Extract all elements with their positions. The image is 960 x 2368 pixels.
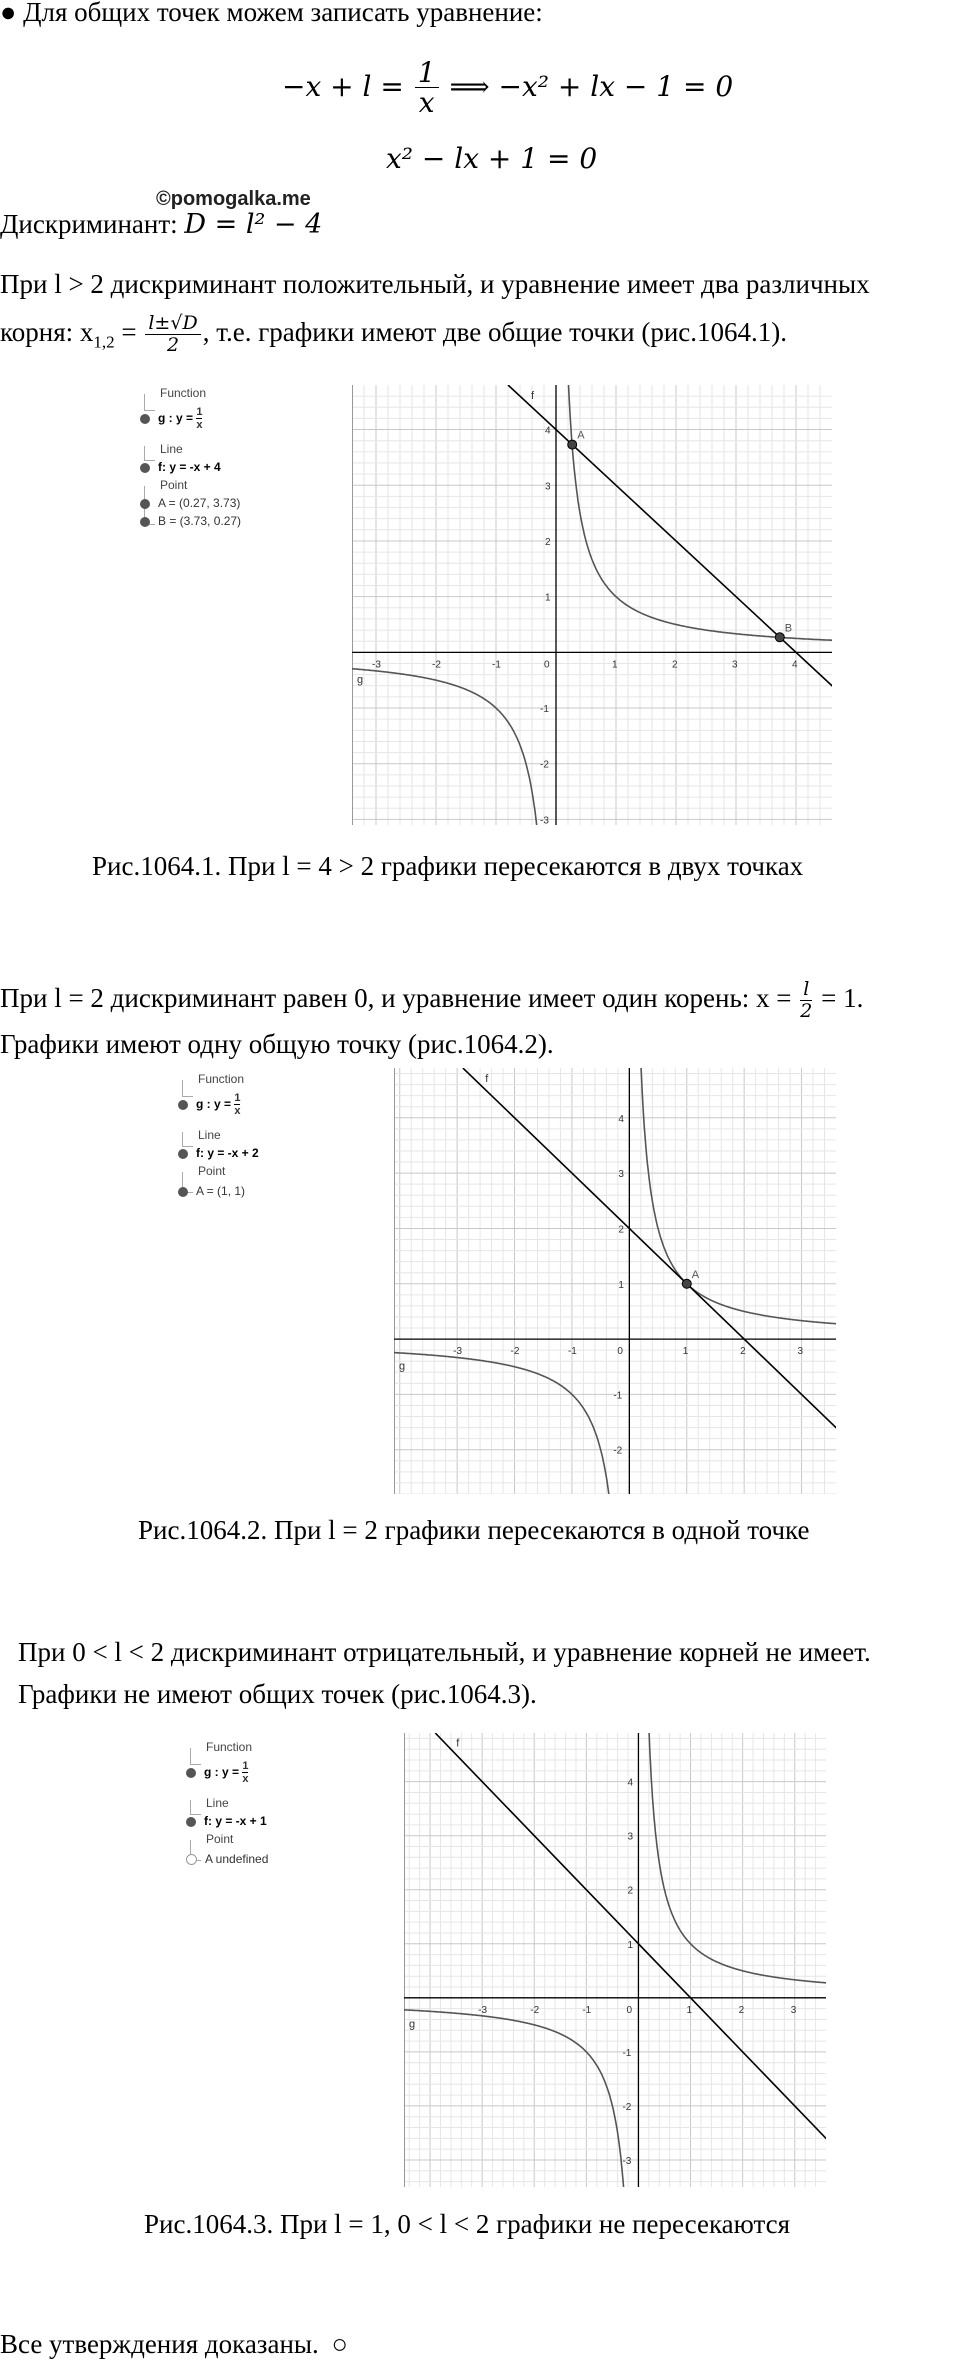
point-label-A: A bbox=[577, 429, 585, 442]
curve-label-g: g bbox=[409, 2018, 416, 2031]
line-label-f: f bbox=[485, 1072, 489, 1085]
y-tick-label: -2 bbox=[613, 1445, 623, 1457]
x-tick-label: -1 bbox=[582, 2004, 592, 2016]
y-tick-label: 2 bbox=[545, 536, 551, 548]
line-text: f: y = -x + 1 bbox=[204, 1814, 267, 1828]
equation-2: x² − lx + 1 = 0 bbox=[386, 142, 598, 175]
visibility-dot[interactable] bbox=[186, 1817, 196, 1827]
visibility-dot[interactable] bbox=[140, 463, 150, 473]
x-tick-label: 1 bbox=[682, 1346, 689, 1358]
y-tick-label: -1 bbox=[613, 1390, 623, 1402]
legend-point-a[interactable] bbox=[140, 496, 240, 510]
x-tick-label: -2 bbox=[530, 2004, 540, 2016]
point-label-B: B bbox=[784, 622, 793, 635]
discriminant-label: Дискриминант: bbox=[0, 209, 178, 239]
y-tick-label: -3 bbox=[540, 815, 549, 825]
line-f bbox=[463, 1068, 836, 1494]
line-text: f: y = -x + 2 bbox=[196, 1146, 259, 1160]
para2-line2: Графики имеют одну общую точку (рис.1064.2). bbox=[0, 1029, 554, 1059]
legend-line-item[interactable] bbox=[178, 1146, 259, 1160]
point-text: B = (3.73, 0.27) bbox=[158, 514, 242, 528]
y-tick-label: 3 bbox=[618, 1169, 624, 1181]
y-tick-label: -1 bbox=[540, 704, 549, 716]
visibility-dot[interactable] bbox=[178, 1100, 188, 1110]
y-tick-label: 4 bbox=[627, 1777, 634, 1789]
para1-line2 bbox=[0, 314, 787, 361]
legend-function-item[interactable] bbox=[186, 1760, 248, 1785]
point-text: A undefined bbox=[205, 1852, 269, 1866]
legend-fraction: $\frac{1}{x}$ bbox=[242, 1760, 249, 1786]
legend-fraction: $\frac{1}{x}$ bbox=[234, 1092, 241, 1118]
legend-point-header: Point bbox=[198, 1164, 226, 1178]
para1-root-label: корня: x bbox=[0, 317, 94, 348]
equation-1 bbox=[282, 58, 733, 119]
legend-point-header: Point bbox=[160, 478, 188, 492]
graph3-canvas[interactable] bbox=[404, 1733, 826, 2187]
point-text: A = (0.27, 3.73) bbox=[158, 496, 241, 510]
para1-eq-sign: = bbox=[114, 317, 137, 348]
conclusion-line bbox=[0, 2326, 348, 2362]
caption-1: Рис.1064.1. При l = 4 > 2 графики пересекаются в двух точках bbox=[92, 851, 804, 881]
x-tick-label: -2 bbox=[510, 1346, 520, 1358]
para3-line1: При 0 < l < 2 дискриминант отрицательный, и уравнение корней не имеет. bbox=[18, 1637, 871, 1667]
x-tick-label: -3 bbox=[478, 2004, 488, 2016]
x-tick-label: 3 bbox=[790, 2004, 797, 2016]
graph1-legend bbox=[138, 386, 348, 546]
para2-frac-den: 2 bbox=[800, 999, 813, 1022]
x-tick-label: 3 bbox=[732, 659, 738, 671]
legend-line-header: Line bbox=[198, 1128, 221, 1142]
para1-suffix: , т.е. графики имеют две общие точки (рис.1064.1). bbox=[202, 317, 787, 348]
visibility-dot[interactable] bbox=[178, 1187, 188, 1197]
y-tick-label: 2 bbox=[618, 1224, 624, 1236]
legend-point-a[interactable] bbox=[186, 1852, 268, 1866]
x-tick-label: 4 bbox=[792, 659, 798, 671]
line-text: f: y = -x + 4 bbox=[158, 460, 221, 474]
para1-root-sub: 1,2 bbox=[93, 332, 115, 352]
para2-text: При l = 2 дискриминант равен 0, и уравнение имеет один корень: x = bbox=[0, 983, 792, 1014]
y-tick-label: 2 bbox=[627, 1885, 634, 1897]
eq1-fraction bbox=[415, 58, 439, 119]
function-text: g : y = bbox=[158, 410, 194, 425]
para2-suffix: = 1. bbox=[821, 983, 864, 1014]
discriminant-line bbox=[0, 206, 322, 243]
para1-frac-den: 2 bbox=[166, 333, 180, 356]
y-tick-label: 4 bbox=[618, 1113, 624, 1125]
graph3-legend bbox=[184, 1740, 394, 1870]
y-tick-label: 1 bbox=[545, 592, 551, 604]
eq1-right: ⟹ −x² + lx − 1 = 0 bbox=[449, 70, 734, 104]
x-tick-label: -3 bbox=[372, 659, 381, 671]
intro-text: Для общих точек можем записать уравнение: bbox=[23, 0, 543, 27]
para1-line1: При l > 2 дискриминант положительный, и уравнение имеет два различных bbox=[0, 269, 870, 299]
y-tick-label: 1 bbox=[618, 1279, 624, 1291]
line-f bbox=[435, 1733, 826, 2187]
eq1-frac-num: 1 bbox=[415, 58, 439, 88]
legend-function-item[interactable] bbox=[140, 406, 202, 431]
tree-line bbox=[190, 1800, 201, 1815]
para1-frac-num: l±√D bbox=[145, 314, 200, 335]
graph2-canvas[interactable] bbox=[394, 1068, 836, 1494]
y-tick-label: 1 bbox=[627, 1939, 634, 1951]
legend-point-header: Point bbox=[206, 1832, 234, 1846]
discriminant-formula: D = l² − 4 bbox=[184, 209, 323, 240]
legend-line-item[interactable] bbox=[186, 1814, 267, 1828]
qed-mark: ○ bbox=[331, 2329, 348, 2359]
para1-fraction bbox=[145, 314, 200, 356]
caption-2: Рис.1064.2. При l = 2 графики пересекаются в одной точке bbox=[138, 1515, 810, 1545]
legend-point-b[interactable] bbox=[140, 514, 241, 528]
bullet: ● bbox=[0, 0, 17, 27]
y-tick-label: -2 bbox=[540, 759, 549, 771]
caption-3: Рис.1064.3. При l = 1, 0 < l < 2 графики не пересекаются bbox=[144, 2209, 791, 2239]
para2-frac-num: l bbox=[800, 980, 812, 1001]
legend-function-header: Function bbox=[206, 1740, 253, 1754]
curve-label-g: g bbox=[399, 1360, 406, 1373]
eq1-frac-den: x bbox=[418, 86, 435, 120]
line-label-f: f bbox=[456, 1737, 460, 1750]
tree-line bbox=[182, 1132, 193, 1147]
x-tick-label: -1 bbox=[492, 659, 501, 671]
x-tick-label: -1 bbox=[567, 1346, 577, 1358]
conclusion-text: Все утверждения доказаны. bbox=[0, 2329, 319, 2359]
legend-function-header: Function bbox=[198, 1072, 245, 1086]
visibility-dot[interactable] bbox=[178, 1149, 188, 1159]
x-tick-label: 0 bbox=[617, 1346, 623, 1358]
legend-function-item[interactable] bbox=[178, 1092, 240, 1117]
curve-label-g: g bbox=[357, 673, 364, 686]
x-tick-label: 2 bbox=[738, 2004, 745, 2016]
visibility-dot[interactable] bbox=[140, 517, 150, 527]
x-tick-label: 0 bbox=[626, 2004, 633, 2016]
x-tick-label: 2 bbox=[672, 659, 678, 671]
x-tick-label: 3 bbox=[797, 1346, 804, 1358]
hyperbola-branch-left bbox=[394, 1353, 614, 1494]
para2-line1 bbox=[0, 980, 863, 1022]
y-tick-label: 3 bbox=[627, 1831, 634, 1843]
point-A bbox=[682, 1279, 691, 1288]
point-text: A = (1, 1) bbox=[196, 1184, 246, 1198]
legend-line-item[interactable] bbox=[140, 460, 221, 474]
legend-fraction: $\frac{1}{x}$ bbox=[196, 406, 203, 432]
legend-point-a[interactable] bbox=[178, 1184, 245, 1198]
hyperbola-branch-right bbox=[567, 385, 832, 640]
point-B bbox=[775, 633, 784, 642]
function-text: g : y = bbox=[204, 1764, 240, 1779]
y-tick-label: -1 bbox=[622, 2047, 632, 2059]
visibility-dot[interactable] bbox=[186, 1854, 197, 1865]
para2-fraction bbox=[800, 980, 812, 1022]
tree-line bbox=[144, 446, 155, 461]
x-tick-label: 1 bbox=[686, 2004, 693, 2016]
watermark: ©pomogalka.me bbox=[156, 188, 311, 210]
graph2-legend bbox=[176, 1072, 386, 1202]
x-tick-label: 0 bbox=[544, 659, 550, 671]
x-tick-label: 1 bbox=[612, 659, 618, 671]
legend-line-header: Line bbox=[160, 442, 183, 456]
para3-line2: Графики не имеют общих точек (рис.1064.3). bbox=[18, 1679, 537, 1709]
hyperbola-branch-left bbox=[352, 669, 541, 825]
visibility-dot[interactable] bbox=[186, 1768, 196, 1778]
eq1-left: −x + l = bbox=[282, 70, 404, 104]
x-tick-label: 2 bbox=[740, 1346, 746, 1358]
visibility-dot[interactable] bbox=[140, 414, 150, 424]
y-tick-label: 3 bbox=[545, 481, 551, 493]
point-A bbox=[568, 440, 577, 449]
point-label-A: A bbox=[691, 1268, 700, 1281]
x-tick-label: -3 bbox=[453, 1346, 463, 1358]
x-tick-label: -2 bbox=[432, 659, 441, 671]
y-tick-label: -2 bbox=[622, 2101, 632, 2113]
y-tick-label: 4 bbox=[545, 425, 551, 437]
legend-line-header: Line bbox=[206, 1796, 229, 1810]
graph1-canvas[interactable] bbox=[352, 385, 832, 825]
y-tick-label: -3 bbox=[622, 2155, 632, 2167]
intro-line bbox=[0, 0, 543, 30]
legend-function-header: Function bbox=[160, 386, 207, 400]
function-text: g : y = bbox=[196, 1096, 232, 1111]
visibility-dot[interactable] bbox=[140, 499, 150, 509]
line-label-f: f bbox=[531, 389, 535, 402]
